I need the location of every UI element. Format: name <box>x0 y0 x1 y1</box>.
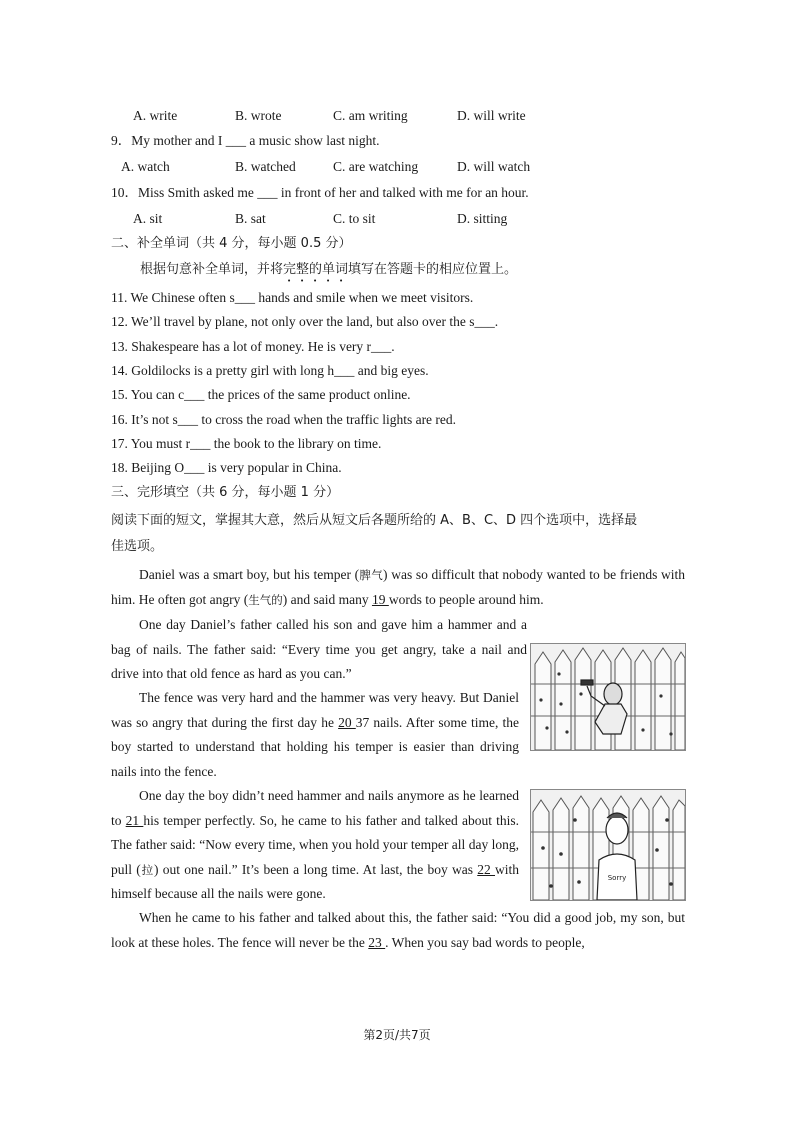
q9-stem: 9．My mother and I ___ a music show last night. <box>111 133 380 148</box>
q10-option-a: A. sit <box>133 211 163 226</box>
section3-title: 三、完形填空（共 6 分，每小题 1 分） <box>111 485 340 500</box>
q9-option-c: C. are watching <box>333 159 419 174</box>
passage-paragraph-2: One day Daniel’s father called his son and gave him a hammer and a bag of nails. The father said: “Every time you get angry, take a nail and drive into that old fence as hard as you can.” <box>111 617 527 682</box>
item-12: 12. We’ll travel by plane, not only over the land, but also over the s___. <box>111 314 499 329</box>
item-16: 16. It’s not s___ to cross the road when the traffic lights are red. <box>111 412 457 427</box>
item-13: 13. Shakespeare has a lot of money. He is very r___. <box>111 339 395 354</box>
q9-option-b: B. watched <box>235 159 296 174</box>
blank-22: 22 <box>477 861 496 877</box>
q8-option-c: C. am writing <box>333 108 408 123</box>
shirt-text: Sorry <box>607 874 627 882</box>
blank-19: 19 <box>371 591 389 607</box>
q10-option-d: D. sitting <box>457 211 508 226</box>
q8-option-d: D. will write <box>457 108 526 123</box>
boy-in-front-of-fence-illustration <box>530 789 686 901</box>
item-11: 11. We Chinese often s___ hands and smile when we meet visitors. <box>111 290 474 305</box>
item-18: 18. Beijing O___ is very popular in China. <box>111 460 342 475</box>
blank-20: 20 <box>338 714 356 730</box>
q10-stem: 10．Miss Smith asked me ___ in front of her and talked with me for an hour. <box>111 185 529 200</box>
blank-21: 21 <box>125 812 144 828</box>
item-17: 17. You must r___ the book to the library on time. <box>111 436 382 451</box>
page-number: 第2页/共7页 <box>363 1028 431 1042</box>
section3-instruction-line2: 佳选项。 <box>111 539 164 554</box>
passage-paragraph-1: Daniel was a smart boy, but his temper (脾气) was so difficult that nobody wanted to be friends with him. He often got angry (生气的) and said many 19 words to people around him. <box>111 567 685 607</box>
section2-instruction: 根据句意补全单词，并将完整的单词填写在答题卡的相应位置上。 <box>140 262 518 277</box>
passage-paragraph-3: The fence was very hard and the hammer was very heavy. But Daniel was so angry that during the first day he 20 37 nails. After some time, the boy started to understand that holding his temper is easier than driving nails into the fence. <box>111 690 520 779</box>
q10-option-b: B. sat <box>235 211 266 226</box>
item-15: 15. You can c___ the prices of the same product online. <box>111 387 411 402</box>
blank-23: 23 <box>368 934 386 950</box>
section3-instruction-line1: 阅读下面的短文，掌握其大意，然后从短文后各题所给的 A、B、C、D 四个选项中，选择最 <box>111 513 638 528</box>
boy-hammering-fence-illustration <box>530 643 686 751</box>
q9-option-a: A. watch <box>121 159 170 174</box>
q8-option-a: A. write <box>133 108 178 123</box>
passage-paragraph-5: When he came to his father and talked about this, the father said: “You did a good job, my son, but look at these holes. The fence will never be the 23 . When you say bad words to people, <box>111 910 685 950</box>
q9-option-d: D. will watch <box>457 159 531 174</box>
item-14: 14. Goldilocks is a pretty girl with long h___ and big eyes. <box>111 363 429 378</box>
passage-paragraph-4: One day the boy didn’t need hammer and nails anymore as he learned to 21 his temper perfectly. So, he came to his father and talked about this. The father said: “Now every time, when you hold your temper all day long, pull (拉) out one nail.” It’s been a long time. At last, the boy was 22 with himself because all the nails were gone. <box>111 788 520 902</box>
q10-option-c: C. to sit <box>333 211 376 226</box>
section2-title: 二、补全单词（共 4 分，每小题 0.5 分） <box>111 236 352 251</box>
q8-option-b: B. wrote <box>235 108 282 123</box>
